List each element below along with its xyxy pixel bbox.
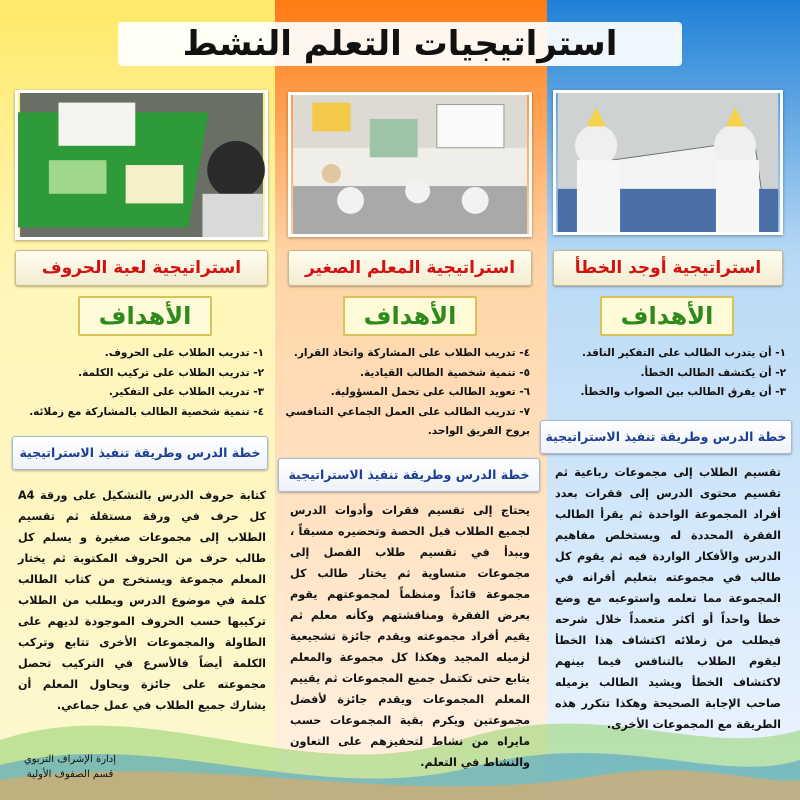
plan-label: خطة الدرس وطريقة تنفيذ الاستراتيجية	[19, 445, 261, 460]
plan-text-little-teacher: يحتاج إلى تقسيم فقرات وأدوات الدرس لجميع الطلاب قبل الحصة وتحضيره مسبقاً ، ويبدأ في تقسيم طلاب الفصل إلى مجموعات متساوية ثم يختار طالب كل مجموعة قائداً ومنظماً لمجموعتهم يقوم بعرض الفقرة ومناقشتهم وكأنه معلم ثم يقيم أفراد مجموعته ويقدم جائزة تشجيعية لزميله المجيد وهكذا كل مجموعة والمعلم يتابع حتى تكتمل جميع المجموعات ثم يقييم المعلم المجموعات ويقدم جائزة لأفضل مجموعتين ويكرم بقية المجموعات حسب مايراه من نشاط لتحفيزهم على التعاون والنشاط في التعلم.	[290, 504, 530, 769]
footer-line-2: قسم الصفوف الأولية	[26, 769, 114, 780]
goals-list-find-mistake	[560, 344, 786, 403]
strategy-title: استراتيجية لعبة الحروف	[41, 258, 242, 278]
goals-label: الأهداف	[363, 302, 457, 330]
list-item: بروح الفريق الواحد.	[427, 425, 530, 437]
page-title: استراتيجيات التعلم النشط	[182, 24, 618, 64]
photo-little-teacher	[288, 92, 532, 237]
plan-text-find-mistake: تقسيم الطلاب إلى مجموعات رباعية ثم تقسيم محتوى الدرس إلى فقرات بعدد أفراد المجموعة الواحدة ثم يقرأ الطالب الفقرة المحددة له ويستخلص مفاهيم الدرس والأفكار الواردة فيه ثم يقوم كل طالب في مجموعته بتعليم أقرانه في المجموعة مما تعلمه واستوعبه مع وضع خطأ واحداً أو أكثر متعمداً خلال شرحه فيطلب من زملائه اكتشاف هذا الخطأ ليقوم الطلاب بالتنافس فيما بينهم لاكتشاف الخطأ ويشيد الطالب بزميله صاحب الإجابة الصحيحة وهكذا تتكرر هذه الطريقة مع المجموعات الأخرى.	[555, 466, 781, 731]
photo-find-the-mistake	[553, 90, 783, 235]
strategy-title: استراتيجية المعلم الصغير	[304, 258, 516, 278]
strategy-heading-letters-game	[15, 250, 268, 286]
list-item: ٢- أن يكتشف الطالب الخطأ.	[640, 366, 786, 379]
goals-list-little-teacher	[285, 344, 530, 442]
list-item: ١- أن يتدرب الطالب على التفكير الناقد.	[581, 347, 786, 359]
plan-heading-little-teacher	[278, 458, 540, 492]
strategy-heading-little-teacher	[288, 250, 532, 286]
plan-label: خطة الدرس وطريقة تنفيذ الاستراتيجية	[288, 467, 530, 482]
list-item: ٧- تدريب الطالب على العمل الجماعي التنافسي	[285, 405, 530, 418]
list-item: ٣- تدريب الطلاب على التفكير.	[108, 386, 264, 398]
list-item: ٣- أن يفرق الطالب بين الصواب والخطأ.	[580, 386, 786, 398]
list-item: ٦- تعويد الطالب على تحمل المسؤولية.	[330, 386, 530, 398]
plan-text-letters-game: كتابة حروف الدرس بالتشكيل على ورقة A4 كل حرف في ورقة مستقلة ثم تقسيم الطلاب إلى مجموعات صغيرة و يسلم كل طالب حرف من الحروف المكتوبة ثم يختار المعلم مجموعة ويستخرج من كتاب الطالب كلمة في موضوع الدرس ويطلب من الطلاب تركيبها حسب الحروف الموجودة لديهم على الطاولة والمجموعات الأخرى تتابع وتركب الكلمة أيضاً فالأسرع في التركيب تحصل مجموعته على جائزة ويحاول المعلم أن يشارك جميع الطلاب في عمل جماعي.	[18, 489, 266, 712]
list-item: ١- تدريب الطلاب على الحروف.	[104, 347, 264, 359]
footer-line-1: إدارة الإشراف التربوي	[23, 754, 117, 765]
goals-box-letters-game	[78, 296, 212, 336]
plan-heading-letters-game	[12, 436, 268, 470]
goals-box-find-mistake	[600, 296, 734, 336]
list-item: ٤- تدريب الطلاب على المشاركة واتخاذ القرار.	[293, 347, 530, 359]
strategy-heading-find-mistake	[553, 250, 783, 286]
goals-label: الأهداف	[98, 302, 192, 330]
goals-label: الأهداف	[620, 302, 714, 330]
strategy-title: استراتيجية أوجد الخطأ	[574, 258, 762, 278]
plan-label: خطة الدرس وطريقة تنفيذ الاستراتيجية	[545, 429, 787, 444]
goals-list-letters-game	[14, 344, 264, 422]
list-item: ٢- تدريب الطلاب على تركيب الكلمة.	[78, 366, 264, 379]
photo-letters-game	[15, 90, 268, 240]
list-item: ٤- تنمية شخصية الطالب بالمشاركة مع زملائه.	[29, 405, 264, 418]
footer-department	[14, 752, 126, 782]
goals-box-little-teacher	[343, 296, 477, 336]
list-item: ٥- تنمية شخصية الطالب القيادية.	[359, 366, 530, 379]
plan-heading-find-mistake	[540, 420, 792, 454]
